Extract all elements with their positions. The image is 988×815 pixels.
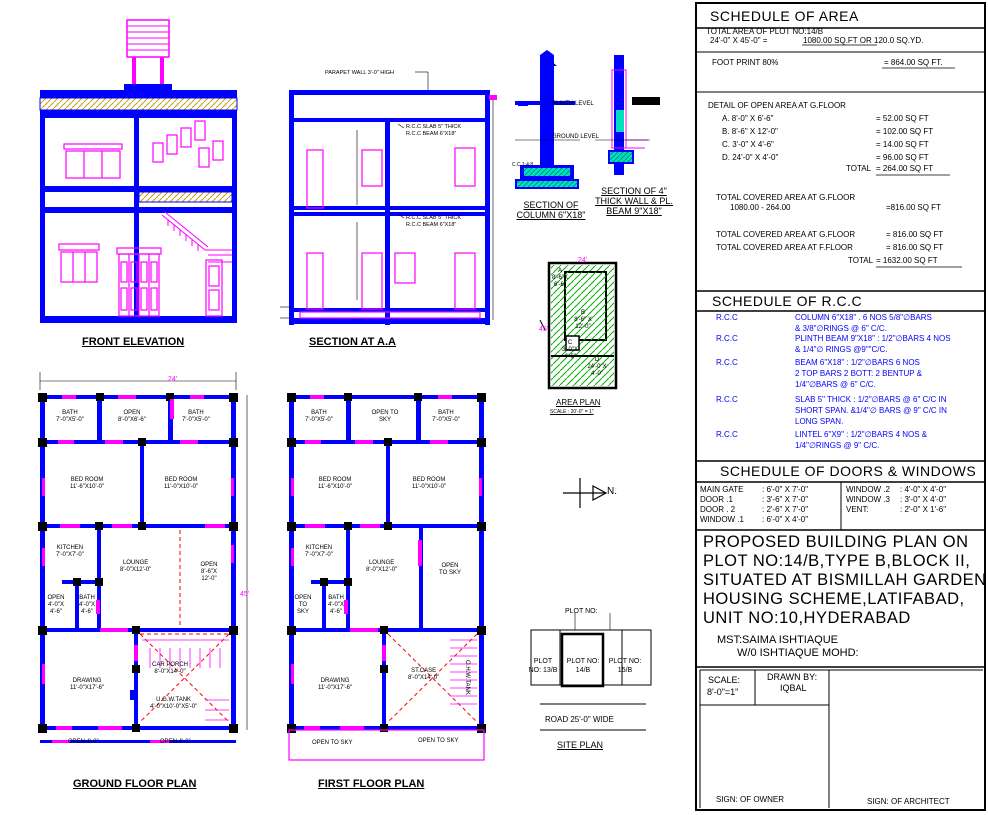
area-covered-g2-value: = 816.00 SQ FT	[886, 230, 944, 239]
door-name: DOOR .1	[700, 495, 733, 504]
gf-open-right: OPEN 4'-0"	[160, 739, 191, 745]
gf-car-porch: CAR PORCH 8'-0"X14'-0"	[151, 662, 188, 675]
ff-bed2: BED ROOM 11'-0"X10'-0"	[412, 477, 447, 490]
area-open-row-value: = 96.00 SQ FT	[876, 153, 929, 162]
label-section-column: SECTION OF COLUMN 6"X18"	[516, 200, 586, 220]
rcc-row-line: LONG SPAN.	[795, 417, 844, 426]
gf-bed2: BED ROOM 11'-0"X10'-0"	[164, 477, 199, 490]
label-ground-floor: GROUND FLOOR PLAN	[73, 778, 197, 790]
gf-drawing: DRAWING 11'-0"X17'-6"	[70, 678, 105, 691]
owner-relation: W/0 ISHTIAQUE MOHD:	[737, 647, 859, 659]
area-footprint-value: = 864.00 SQ FT.	[884, 58, 943, 67]
area-d: D 24'-0"X 4'-0"	[587, 357, 607, 377]
label-slab2: R.C.C SLAB 5" THICK	[406, 215, 462, 221]
label-road: ROAD 25'-0" WIDE	[545, 715, 614, 724]
ff-bath3: BATH 4'-0"X 4'-6"	[328, 595, 344, 615]
gf-open3: OPEN 4'-0"X 4'-6"	[47, 595, 65, 615]
window-name: WINDOW .3	[846, 495, 890, 504]
rcc-row-line: BEAM 6"X18" : 1/2"∅BARS 6 NOS	[795, 358, 920, 367]
door-name: DOOR . 2	[700, 505, 736, 514]
drawn-label: DRAWN BY:	[767, 672, 818, 682]
label-section-wall: SECTION OF 4" THICK WALL & PL. BEAM 9"X18"	[595, 186, 673, 216]
window-size: : 2'-0" X 1'-6"	[900, 505, 947, 514]
sign-owner: SIGN: OF OWNER	[716, 795, 784, 804]
section-aa	[280, 72, 497, 325]
area-open-row-value: = 14.00 SQ FT	[876, 140, 929, 149]
label-area-plan-scale: SCALE : 20'-0" = 1"	[550, 409, 594, 415]
area-open-total-label: TOTAL	[846, 164, 872, 173]
area-open-heading: DETAIL OF OPEN AREA AT G.FLOOR	[708, 101, 846, 110]
window-size: : 3'-0" X 4'-0"	[900, 495, 947, 504]
window-size: : 4'-0" X 4'-0"	[900, 485, 947, 494]
area-footprint: FOOT PRINT 80%	[712, 58, 779, 67]
rcc-row-tag: R.C.C	[716, 313, 738, 322]
label-cc: C.C 1:4:8	[512, 162, 534, 168]
area-total-label: TOTAL AREA OF PLOT NO:14/B	[706, 27, 824, 36]
ff-bath1: BATH 7'-0"X5'-0"	[305, 410, 333, 423]
gf-kitchen: KITCHEN 7'-0"X7'-0"	[56, 545, 84, 558]
door-name: WINDOW .1	[700, 515, 744, 524]
area-open-row-label: A. 8'-0" X 6'-6"	[722, 114, 774, 123]
label-beam1: R.C.C BEAM 6"X18"	[406, 131, 457, 137]
ff-open3: OPEN TO SKY	[294, 595, 312, 615]
section-wall-detail	[595, 55, 660, 175]
proposal-line: HOUSING SCHEME,LATIFABAD,	[703, 590, 965, 608]
area-covered-g-calc: 1080.00 - 264.00	[730, 203, 791, 212]
area-open-row-value: = 102.00 SQ FT	[876, 127, 934, 136]
label-beam2: R.C.C BEAM 6"X18"	[406, 222, 457, 228]
window-name: WINDOW .2	[846, 485, 890, 494]
site-plot-north: PLOT NO:	[565, 608, 598, 615]
area-open-row-label: C. 3'-0" X 4'-6"	[722, 140, 774, 149]
rcc-row-line: 1/4"∅RINGS @ 9" C/C.	[795, 441, 880, 450]
ff-lounge: LOUNGE 8'-0"X12'-0"	[366, 560, 398, 573]
owner-name: MST:SAIMA ISHTIAQUE	[717, 634, 839, 646]
area-a: A 8'-6"X 6'-6"	[552, 268, 568, 288]
door-size: : 3'-6" X 7'-0"	[762, 495, 809, 504]
area-grand-label: TOTAL	[848, 256, 874, 265]
rcc-row-line: 1/4"∅BARS @ 6" C/C.	[795, 380, 876, 389]
gf-bath2: BATH 7'-0"X5'-0"	[182, 410, 210, 423]
scale-value: 8'-0"=1"	[707, 687, 739, 697]
ff-kitchen: KITCHEN 7'-0"X7'-0"	[305, 545, 333, 558]
label-slab1: R.C.C SLAB 5" THICK	[406, 124, 462, 130]
area-covered-f-label: TOTAL COVERED AREA AT F.FLOOR	[716, 243, 853, 252]
ff-open2: OPEN TO SKY	[439, 563, 461, 576]
ff-drawing: DRAWING 11'-0"X17'-6"	[318, 678, 353, 691]
area-total-value: 1080.00 SQ.FT OR 120.0 SQ.YD.	[803, 36, 924, 45]
rcc-heading: SCHEDULE OF R.C.C	[712, 293, 863, 309]
gf-bath1: BATH 7'-0"X5'-0"	[56, 410, 84, 423]
proposal-line: UNIT NO:10,HYDERABAD	[703, 609, 911, 627]
gf-bed1: BED ROOM 11'-6"X10'-0"	[70, 477, 105, 490]
ff-tank-note: O.H.W.TANK	[464, 660, 470, 695]
ff-open-left: OPEN TO SKY	[312, 740, 353, 746]
rcc-row-line: LINTEL 6"X9" : 1/2"∅BARS 4 NOS &	[795, 430, 928, 439]
ff-open-right: OPEN TO SKY	[418, 738, 459, 744]
rcc-row-line: SHORT SPAN. &1/4"∅ BARS @ 9" C/C IN	[795, 406, 947, 415]
drawn-value: IQBAL	[780, 683, 807, 693]
label-section-aa: SECTION AT A.A	[309, 336, 396, 348]
gf-open1: OPEN 8'-0"X6'-6"	[118, 410, 146, 423]
site-plot-east: PLOT NO: 15/B	[608, 658, 642, 674]
rcc-row-line: & 3/8"∅RINGS @ 6" C/C.	[795, 324, 887, 333]
rcc-row-line: SLAB 5" THICK : 1/2"∅BARS @ 6" C/C IN	[795, 395, 947, 404]
gf-open2: OPEN 8'-6"X 12'-0"	[200, 562, 218, 582]
site-plot-west: PLOT NO: 13/B	[528, 658, 558, 674]
label-site-plan: SITE PLAN	[557, 740, 604, 750]
sign-architect: SIGN: OF ARCHITECT	[867, 797, 950, 806]
north-arrow-icon	[563, 478, 606, 508]
front-elevation	[40, 20, 237, 323]
door-size: : 2'-6" X 7'-0"	[762, 505, 809, 514]
area-covered-g2-label: TOTAL COVERED AREA AT G.FLOOR	[716, 230, 856, 239]
label-parapet: PARAPET WALL 3'-0" HIGH	[325, 70, 395, 76]
area-heading: SCHEDULE OF AREA	[710, 8, 859, 24]
area-grand-value: = 1632.00 SQ FT	[876, 256, 938, 265]
label-north: N.	[607, 486, 617, 497]
gf-open-left: OPEN 4'-0"	[68, 739, 99, 745]
rcc-row-line: PLINTH BEAM 9"X18" : 1/2"∅BARS 4 NOS	[795, 334, 951, 343]
gf-bath3: BATH 4'-0"X 4'-6"	[79, 595, 95, 615]
area-open-row-label: D. 24'-0" X 4'-0"	[722, 153, 779, 162]
door-size: : 6'-0" X 7'-0"	[762, 485, 809, 494]
scale-label: SCALE:	[708, 675, 741, 685]
dim-depth: 45'	[240, 591, 250, 598]
rcc-row-line: COLUMN 6"X18" . 6 NOS 5/8"∅BARS	[795, 313, 932, 322]
rcc-row-tag: R.C.C	[716, 430, 738, 439]
gf-lounge: LOUNGE 8'-0"X12'-0"	[120, 560, 152, 573]
area-open-total: = 264.00 SQ FT	[876, 164, 934, 173]
rcc-row-tag: R.C.C	[716, 334, 738, 343]
door-name: MAIN GATE	[700, 485, 744, 494]
window-name: VENT:	[846, 505, 869, 514]
rcc-row-line: & 1/4"∅ RINGS @9""C/C.	[795, 345, 888, 354]
rcc-row-tag: R.C.C	[716, 395, 738, 404]
area-dim-depth: 45'	[539, 326, 549, 333]
doors-heading: SCHEDULE OF DOORS & WINDOWS	[720, 463, 977, 479]
label-plinth-level: PLINTH LEVEL	[552, 101, 594, 107]
gf-tank: U.G.W.TANK 4'-0"X10'-0"X5'-0"	[150, 697, 198, 710]
site-plot-center: PLOT NO: 14/B	[566, 658, 600, 674]
area-open-row-value: = 52.00 SQ FT	[876, 114, 929, 123]
area-dim-width: 24'	[578, 257, 588, 264]
proposal-line: SITUATED AT BISMILLAH GARDEN	[703, 571, 987, 589]
area-covered-g-value: =816.00 SQ FT	[886, 203, 941, 212]
dim-width: 24'	[168, 376, 178, 383]
area-b: B 8'-6" X 12'-0"	[574, 310, 592, 330]
label-area-plan: AREA PLAN	[556, 398, 601, 407]
ff-open1: OPEN TO SKY	[371, 410, 399, 423]
area-open-row-label: B. 8'-6" X 12'-0"	[722, 127, 778, 136]
label-ground-level: GROUND LEVEL	[552, 134, 600, 140]
proposal-line: PROPOSED BUILDING PLAN ON	[703, 533, 969, 551]
proposal-line: PLOT NO:14/B,TYPE B,BLOCK II,	[703, 552, 971, 570]
area-c: C 3'-0"X 4'-6"	[562, 340, 578, 360]
ff-bath2: BATH 7'-0"X5'-0"	[432, 410, 460, 423]
door-size: : 6'-0" X 4'-0"	[762, 515, 809, 524]
area-covered-g-label: TOTAL COVERED AREA AT G.FLOOR	[716, 193, 856, 202]
rcc-row-line: 2 TOP BARS 2 BOTT: 2 BENTUP &	[795, 369, 923, 378]
ff-staircase: ST.CASE 8'-0"X14'-0"	[408, 668, 440, 681]
area-total-dims: 24'-0" X 45'-0" =	[710, 36, 768, 45]
label-front-elevation: FRONT ELEVATION	[82, 336, 185, 348]
label-first-floor: FIRST FLOOR PLAN	[318, 778, 425, 790]
rcc-row-tag: R.C.C	[716, 358, 738, 367]
ff-bed1: BED ROOM 11'-6"X10'-0"	[318, 477, 353, 490]
area-covered-f-value: = 816.00 SQ FT	[886, 243, 944, 252]
